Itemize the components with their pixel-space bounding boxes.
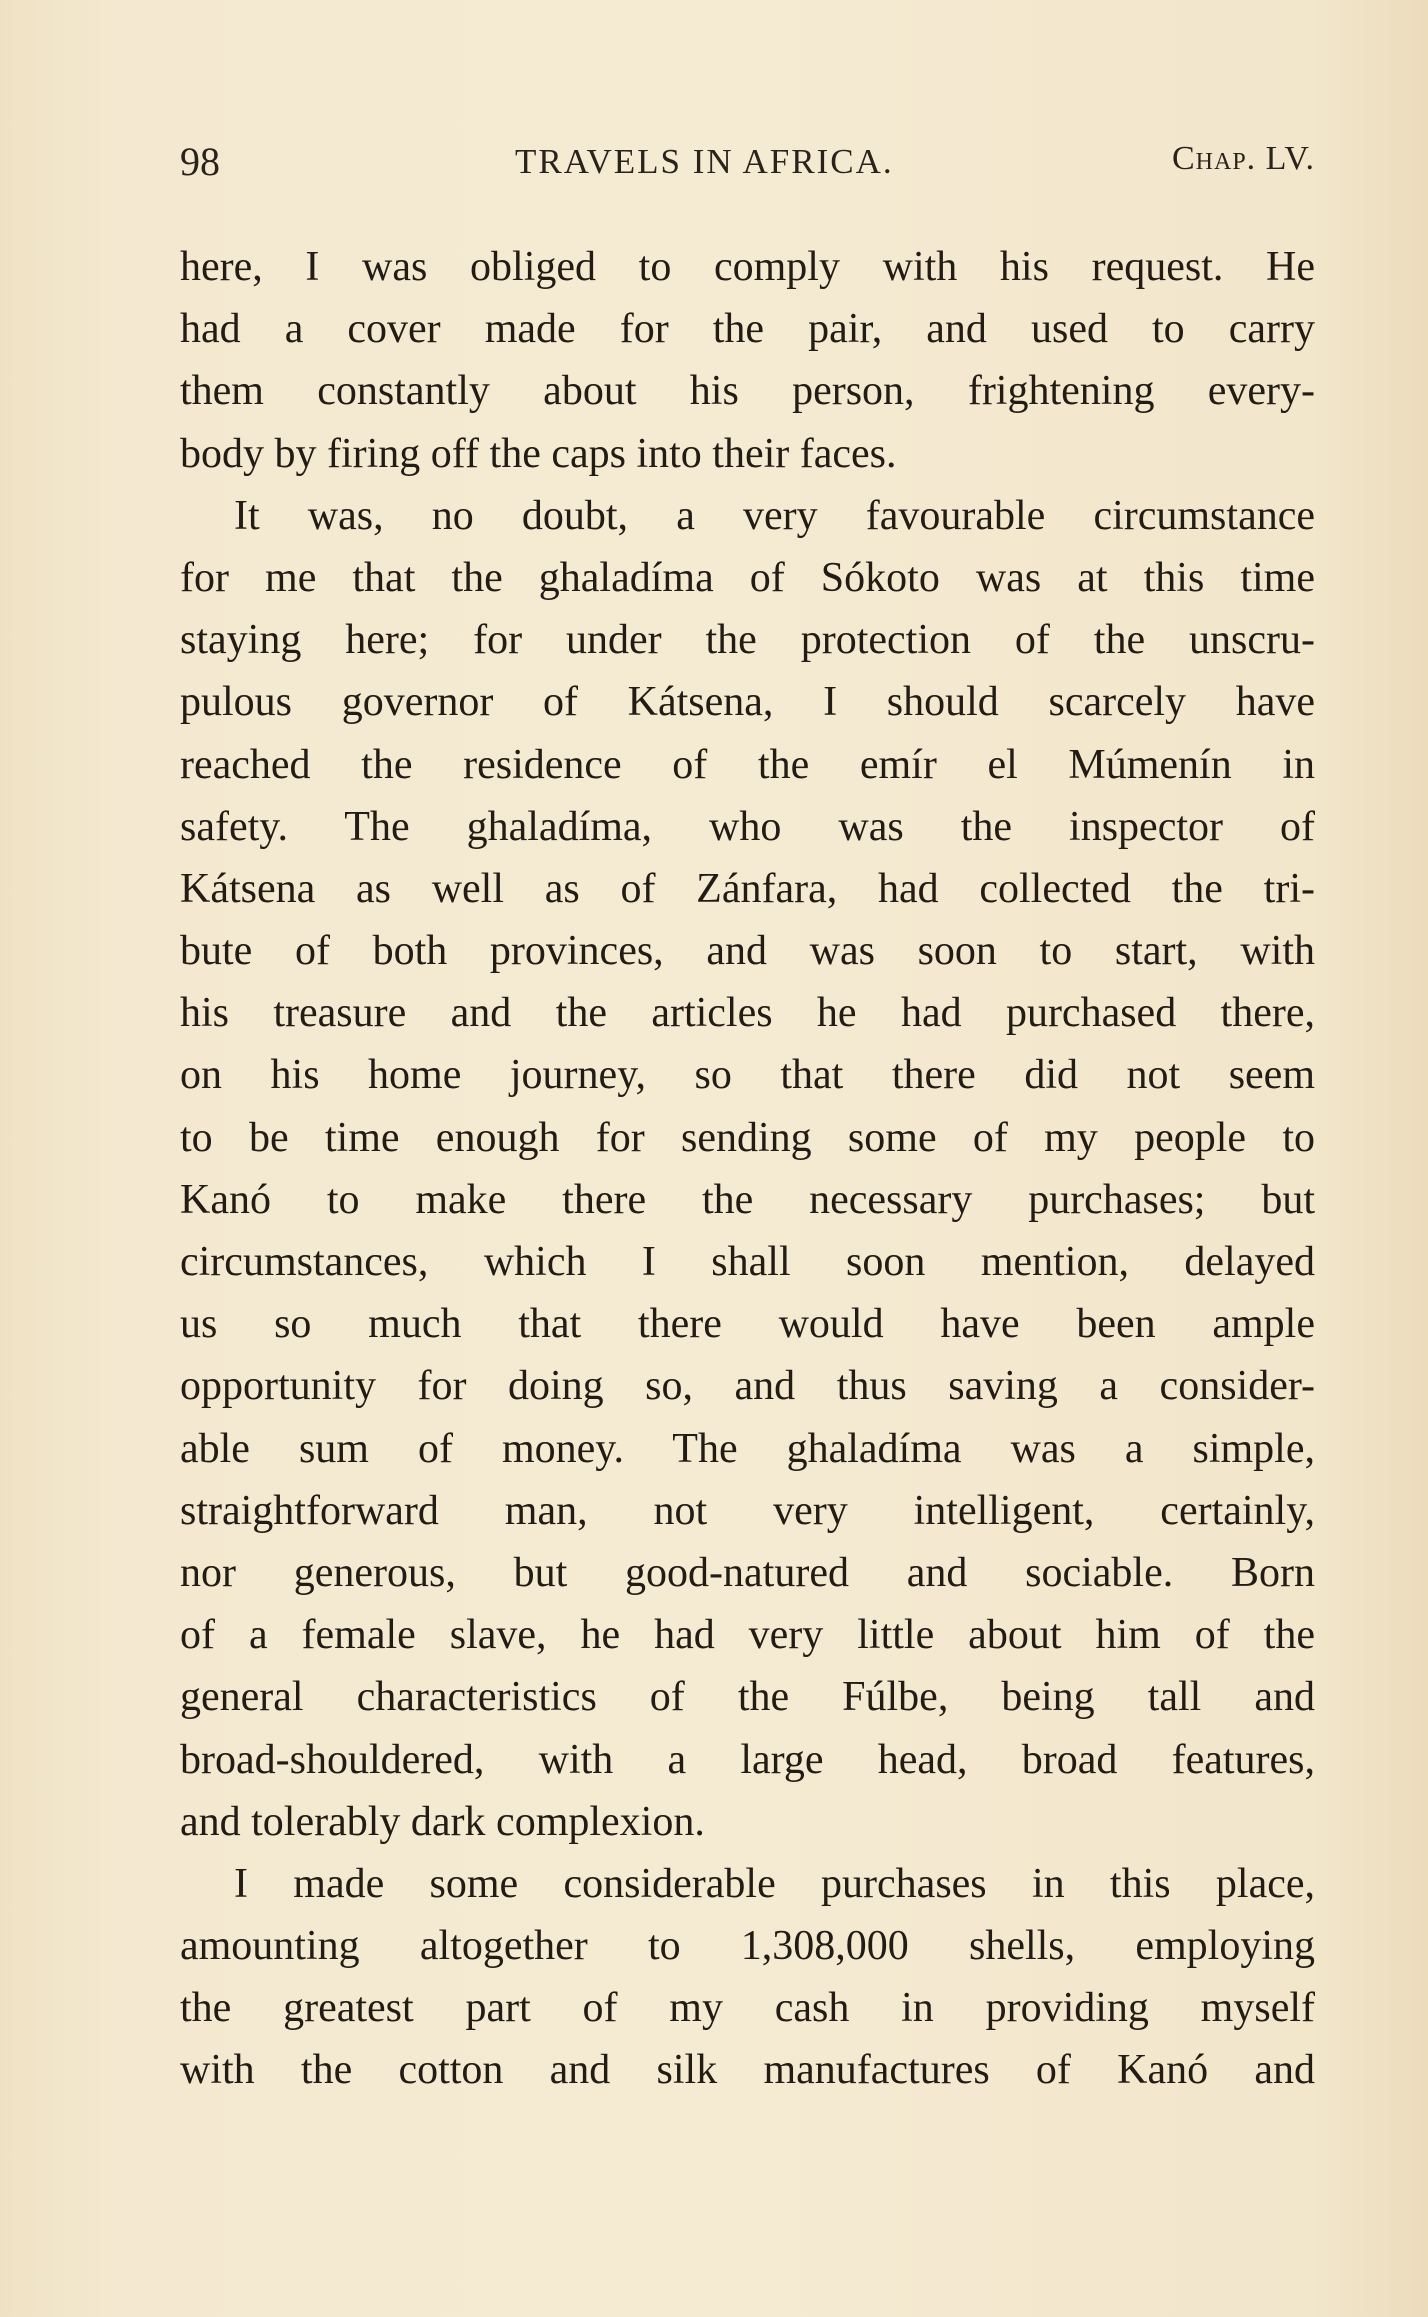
text-line: staying here; for under the protection of the unscru- xyxy=(180,617,1315,664)
text-line: with the cotton and silk manufactures of Kanó and xyxy=(180,2047,1315,2094)
text-line: I made some considerable purchases in this place, xyxy=(234,1860,1315,1907)
running-title: TRAVELS IN AFRICA. xyxy=(515,142,894,181)
text-line: for me that the ghaladíma of Sókoto was at this time xyxy=(180,554,1315,601)
text-line: to be time enough for sending some of my people to xyxy=(180,1114,1315,1161)
chapter-heading: Chap. LV. xyxy=(1171,140,1315,177)
text-line: general characteristics of the Fúlbe, being tall and xyxy=(180,1674,1315,1721)
text-line: body by firing off the caps into their faces. xyxy=(180,430,897,477)
text-line: of a female slave, he had very little about him of the xyxy=(180,1612,1315,1659)
text-line: able sum of money. The ghaladíma was a simple, xyxy=(180,1425,1315,1472)
text-line: his treasure and the articles he had purchased there, xyxy=(180,990,1315,1037)
text-line: them constantly about his person, frightening every- xyxy=(180,368,1315,415)
text-line: safety. The ghaladíma, who was the inspector of xyxy=(180,803,1315,850)
text-line: pulous governor of Kátsena, I should scarcely have xyxy=(180,679,1315,726)
text-line: nor generous, but good-natured and sociable. Born xyxy=(180,1549,1315,1596)
text-line: reached the residence of the emír el Múmenín in xyxy=(180,741,1315,788)
body-text xyxy=(180,236,1315,2102)
page-number: 98 xyxy=(180,139,220,184)
text-line: had a cover made for the pair, and used to carry xyxy=(180,306,1315,353)
text-line: bute of both provinces, and was soon to start, with xyxy=(180,928,1315,975)
text-line: on his home journey, so that there did not seem xyxy=(180,1052,1315,1099)
text-line: amounting altogether to 1,308,000 shells, employing xyxy=(180,1923,1315,1970)
text-line: here, I was obliged to comply with his request. He xyxy=(180,244,1315,290)
text-line: and tolerably dark complexion. xyxy=(180,1798,705,1845)
text-line: Kanó to make there the necessary purchases; but xyxy=(180,1176,1315,1223)
text-line: circumstances, which I shall soon mention, delayed xyxy=(180,1239,1315,1285)
text-line: us so much that there would have been ample xyxy=(180,1301,1315,1348)
text-line: the greatest part of my cash in providing myself xyxy=(180,1985,1315,2032)
page-header xyxy=(180,138,1315,198)
text-line: opportunity for doing so, and thus saving a consider- xyxy=(180,1363,1315,1410)
text-line: straightforward man, not very intelligent, certainly, xyxy=(180,1487,1315,1534)
text-line: broad-shouldered, with a large head, broad features, xyxy=(180,1736,1315,1783)
text-line: Kátsena as well as of Zánfara, had collected the tri- xyxy=(180,865,1315,912)
text-line: It was, no doubt, a very favourable circumstance xyxy=(234,492,1315,539)
